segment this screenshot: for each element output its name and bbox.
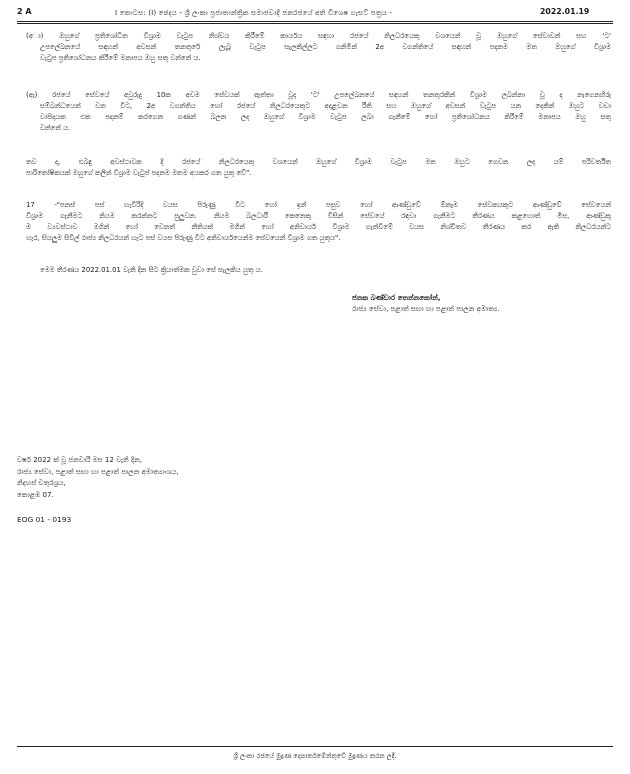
address-line: කොළඹ 07. [17, 490, 54, 499]
address-line: නිදහස් චතුරශ්‍රය, [17, 479, 66, 487]
text-line: සම්බන්ධයෙන් වන විට, 2අ වගන්තිය හෝ රජයේ නිලධරයෙකුට අදාළවන රීති සහ ඔහුගේ අවසන් වැටුප යන දෙකින් ඔහුට වඩා [40, 102, 611, 110]
header-rule-2 [17, 23, 613, 24]
text-line: හැර, සියලුම සිවිල් රාජ්‍ය නිලධරයන් හැට පස් වයස පිරුණු විට අනිවාර්යයෙන්ම සේවයෙන් විශ්‍රාම ගත යුතුය". [26, 234, 341, 242]
gazette-header [17, 7, 617, 19]
signatory-name: ජනක බණ්ඩාර තෙන්නකෝන්, [352, 294, 441, 302]
text-line: 17 -"පනස් පස් හැවිරිදි වයස පිරුණු විට හෝ ඉන් පසුව හෝ ආණ්ඩුවේ ඕනෑම සේවකයකුට ආණ්ඩුවේ සේවයෙන් [26, 201, 611, 209]
text-line: වාසිදායක එක පදනම් කරගෙන ගණන් බලන ලද ඔහුගේ විශ්‍රාම වැටුප ලබා ගැනීමේ හෝ ප්‍රතිශෝධනය කිරීමේ මනාපය ඔහු සතු [40, 113, 611, 121]
paragraph-aa [26, 31, 611, 64]
signatory-title: රාජ්‍ය සේවා, පළාත් සභා හා පළාත් පාලන අමාත්‍ය. [352, 305, 500, 313]
header-rule [17, 21, 613, 22]
address-block [17, 455, 179, 501]
gazette-title: I කොටස: (I) ඡෙදය - ශ්‍රී ලංකා ප්‍රජාතාන්ත්‍රික සමාජවාදී ජනරජයේ අති විශෙෂ ගැසට් පත්‍රය - [115, 8, 393, 17]
text-line: වැටුප ප්‍රතිශෝධනය කිරීමේ මනාපය ඔහු සතු වන්නේ ය. [40, 54, 201, 62]
page-number: 2 A [17, 7, 32, 16]
text-line: පාරිතෝෂිකයක් ඔහුගේ කලින් විශ්‍රාම වැටුප් පදනම මතම අයකර ගත යුතු වේ". [26, 169, 252, 177]
signature-block [352, 293, 500, 315]
paragraph-ae [26, 90, 611, 134]
paragraph-effective [40, 265, 540, 276]
document-code: EOG 01 - 0193 [17, 515, 72, 524]
paragraph-further [26, 157, 611, 179]
paragraph-17 [26, 200, 611, 244]
gazette-date: 2022.01.19 [540, 7, 590, 16]
text-line: වන්නේ ය. [40, 124, 71, 132]
text-line: තව ද, එබඳු අවස්ථාවක දී රජයේ නිලධරයෙකු වශයෙන් ඔහුගේ විශ්‍රාම වැටුප මත ඔහුට ගෙවන ලද යම් පරිවර්තිත [26, 158, 611, 166]
text-line: මෙම තීරණය 2022.01.01 වැනි දින සිට ක්‍රියාත්මක වුවා සේ සැලකිය යුතු ය. [40, 266, 263, 274]
address-line: රාජ්‍ය සේවා, පළාත් සභා හා පළාත් පාලන අමාත්‍යාංශය, [17, 467, 179, 476]
text-line: (අා) ඔහුගේ ප්‍රතිශෝධිත විශ්‍රාම වැටුප නිශ්චය කිරීමේ කාර්යය සඳහා රජයේ නිලධරයෙකු වශයෙන් වූ ඔහුගේ සේවාවන් සහ 'ට' [26, 32, 611, 40]
address-line: වර්ෂ 2022 ක් වූ ජනවාරි මස 12 වැනි දින, [17, 456, 142, 464]
footer-rule [17, 746, 613, 747]
text-line: ම ව්‍යවස්ථාව මගින් හෝ වෙනත් නීතියක් මගින් හෝ අනිවාර්ය විශ්‍රාම ගැන්වීමේ වයස නිශ්චිතව තීරණය කර ඇති නිලධරයන්ට [26, 223, 611, 231]
text-line: විශ්‍රාම ගැනීමට නියම කරන්නට පුලුවන. නියම බලධාරී කෙනෙකු විසින් සේවයේ රඳවා ගැනීමට තීරණය කළහොත් මිස, ආණ්ඩුකු [26, 212, 611, 220]
text-line: (ඇ) රජයේ සේවයේ අවුරුදු 10ක අවම සේවයක් ඇත්තා වූද 'ට' උපලේඛනයේ සඳහන් තනතුරකින් විශ්‍රාම ලබන්නා වූ ද නැගෙනහිරු [26, 91, 611, 99]
footer-printer: ශ්‍රී ලංකා රජයේ මුද්‍රණ දෙපාර්තමේන්තුවේ මුද්‍රණය කරන ලදී. [233, 752, 397, 760]
text-line: උපලේඛනයේ සඳහන් අවසන් තනතුරේ ලැබූ වැටුප සැලකිල්ලට ගනිමින් 2අ වගන්තියේ සඳහන් පදනම මත ඔහුගේ විශ්‍රාම [40, 43, 611, 51]
